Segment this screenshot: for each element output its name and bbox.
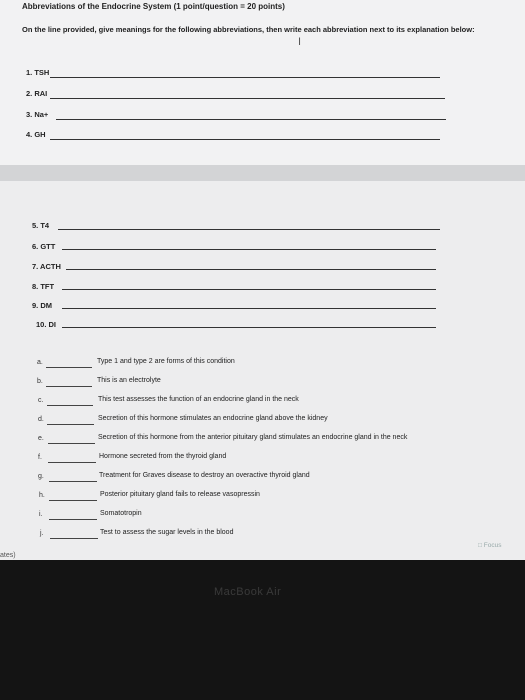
match-explanation-a: Type 1 and type 2 are forms of this condition (97, 358, 235, 365)
worksheet-title: Abbreviations of the Endocrine System (1 point/question = 20 points) (22, 2, 285, 11)
answer-line-10[interactable] (62, 327, 436, 328)
match-explanation-g: Treatment for Graves disease to destroy an overactive thyroid gland (99, 472, 310, 479)
match-letter-e: e. (38, 435, 44, 442)
answer-line-5[interactable] (58, 229, 440, 230)
answer-line-4[interactable] (50, 139, 440, 140)
match-letter-b: b. (37, 378, 43, 385)
answer-line-3[interactable] (56, 119, 446, 120)
abbreviation-4: 4. GH (26, 130, 46, 139)
match-explanation-d: Secretion of this hormone stimulates an endocrine gland above the kidney (98, 415, 328, 422)
answer-line-8[interactable] (62, 289, 436, 290)
match-answer-line-i[interactable] (49, 519, 97, 520)
abbreviation-10: 10. DI (36, 320, 57, 329)
match-explanation-f: Hormone secreted from the thyroid gland (99, 453, 227, 460)
answer-line-9[interactable] (62, 308, 436, 309)
answer-line-2[interactable] (50, 98, 445, 99)
match-letter-f: f. (38, 454, 42, 461)
match-letter-g: g. (38, 473, 44, 480)
abbreviation-2: 2. RAI (26, 89, 48, 98)
abbreviation-5: 5. T4 (32, 221, 50, 230)
match-explanation-e: Secretion of this hormone from the anterior pituitary gland stimulates an endocrine gland in the neck (98, 434, 408, 441)
match-answer-line-e[interactable] (48, 443, 95, 444)
match-letter-c: c. (38, 397, 44, 404)
match-letter-i: i. (39, 511, 43, 518)
laptop-brand-label: MacBook Air (214, 586, 282, 598)
match-explanation-j: Test to assess the sugar levels in the blood (100, 529, 234, 536)
match-explanation-c: This test assesses the function of an endocrine gland in the neck (98, 396, 299, 403)
match-answer-line-b[interactable] (46, 386, 92, 387)
abbreviation-6: 6. GTT (32, 242, 56, 251)
match-answer-line-f[interactable] (48, 462, 96, 463)
match-answer-line-h[interactable] (49, 500, 97, 501)
abbreviation-1: 1. TSH (26, 68, 50, 77)
answer-line-1[interactable] (50, 77, 440, 78)
worksheet-page-1 (0, 0, 525, 165)
instructions-text: On the line provided, give meanings for the following abbreviations, then write each abbreviation next to its explanation below: (22, 25, 475, 34)
laptop-bezel (0, 560, 525, 700)
abbreviation-8: 8. TFT (32, 282, 55, 291)
focus-icon: □ (478, 542, 482, 549)
match-letter-j: j. (40, 530, 44, 537)
match-explanation-h: Posterior pituitary gland fails to release vasopressin (100, 491, 260, 498)
worksheet-page-2 (0, 181, 525, 560)
abbreviation-9: 9. DM (32, 301, 53, 310)
match-answer-line-d[interactable] (47, 424, 94, 425)
focus-label: Focus (483, 542, 502, 549)
focus-button[interactable] (478, 542, 501, 549)
match-letter-h: h. (39, 492, 45, 499)
match-answer-line-j[interactable] (50, 538, 98, 539)
match-answer-line-a[interactable] (46, 367, 92, 368)
side-label: ates) (0, 552, 16, 559)
answer-line-7[interactable] (66, 269, 436, 270)
match-explanation-i: Somatotropin (100, 510, 142, 517)
abbreviation-3: 3. Na+ (26, 110, 49, 119)
page-gap (0, 165, 525, 181)
match-answer-line-g[interactable] (49, 481, 97, 482)
text-cursor-icon: I (298, 36, 302, 48)
abbreviation-7: 7. ACTH (32, 262, 61, 271)
match-explanation-b: This is an electrolyte (97, 377, 161, 384)
match-letter-d: d. (38, 416, 44, 423)
answer-line-6[interactable] (62, 249, 436, 250)
match-letter-a: a. (37, 359, 43, 366)
match-answer-line-c[interactable] (47, 405, 93, 406)
